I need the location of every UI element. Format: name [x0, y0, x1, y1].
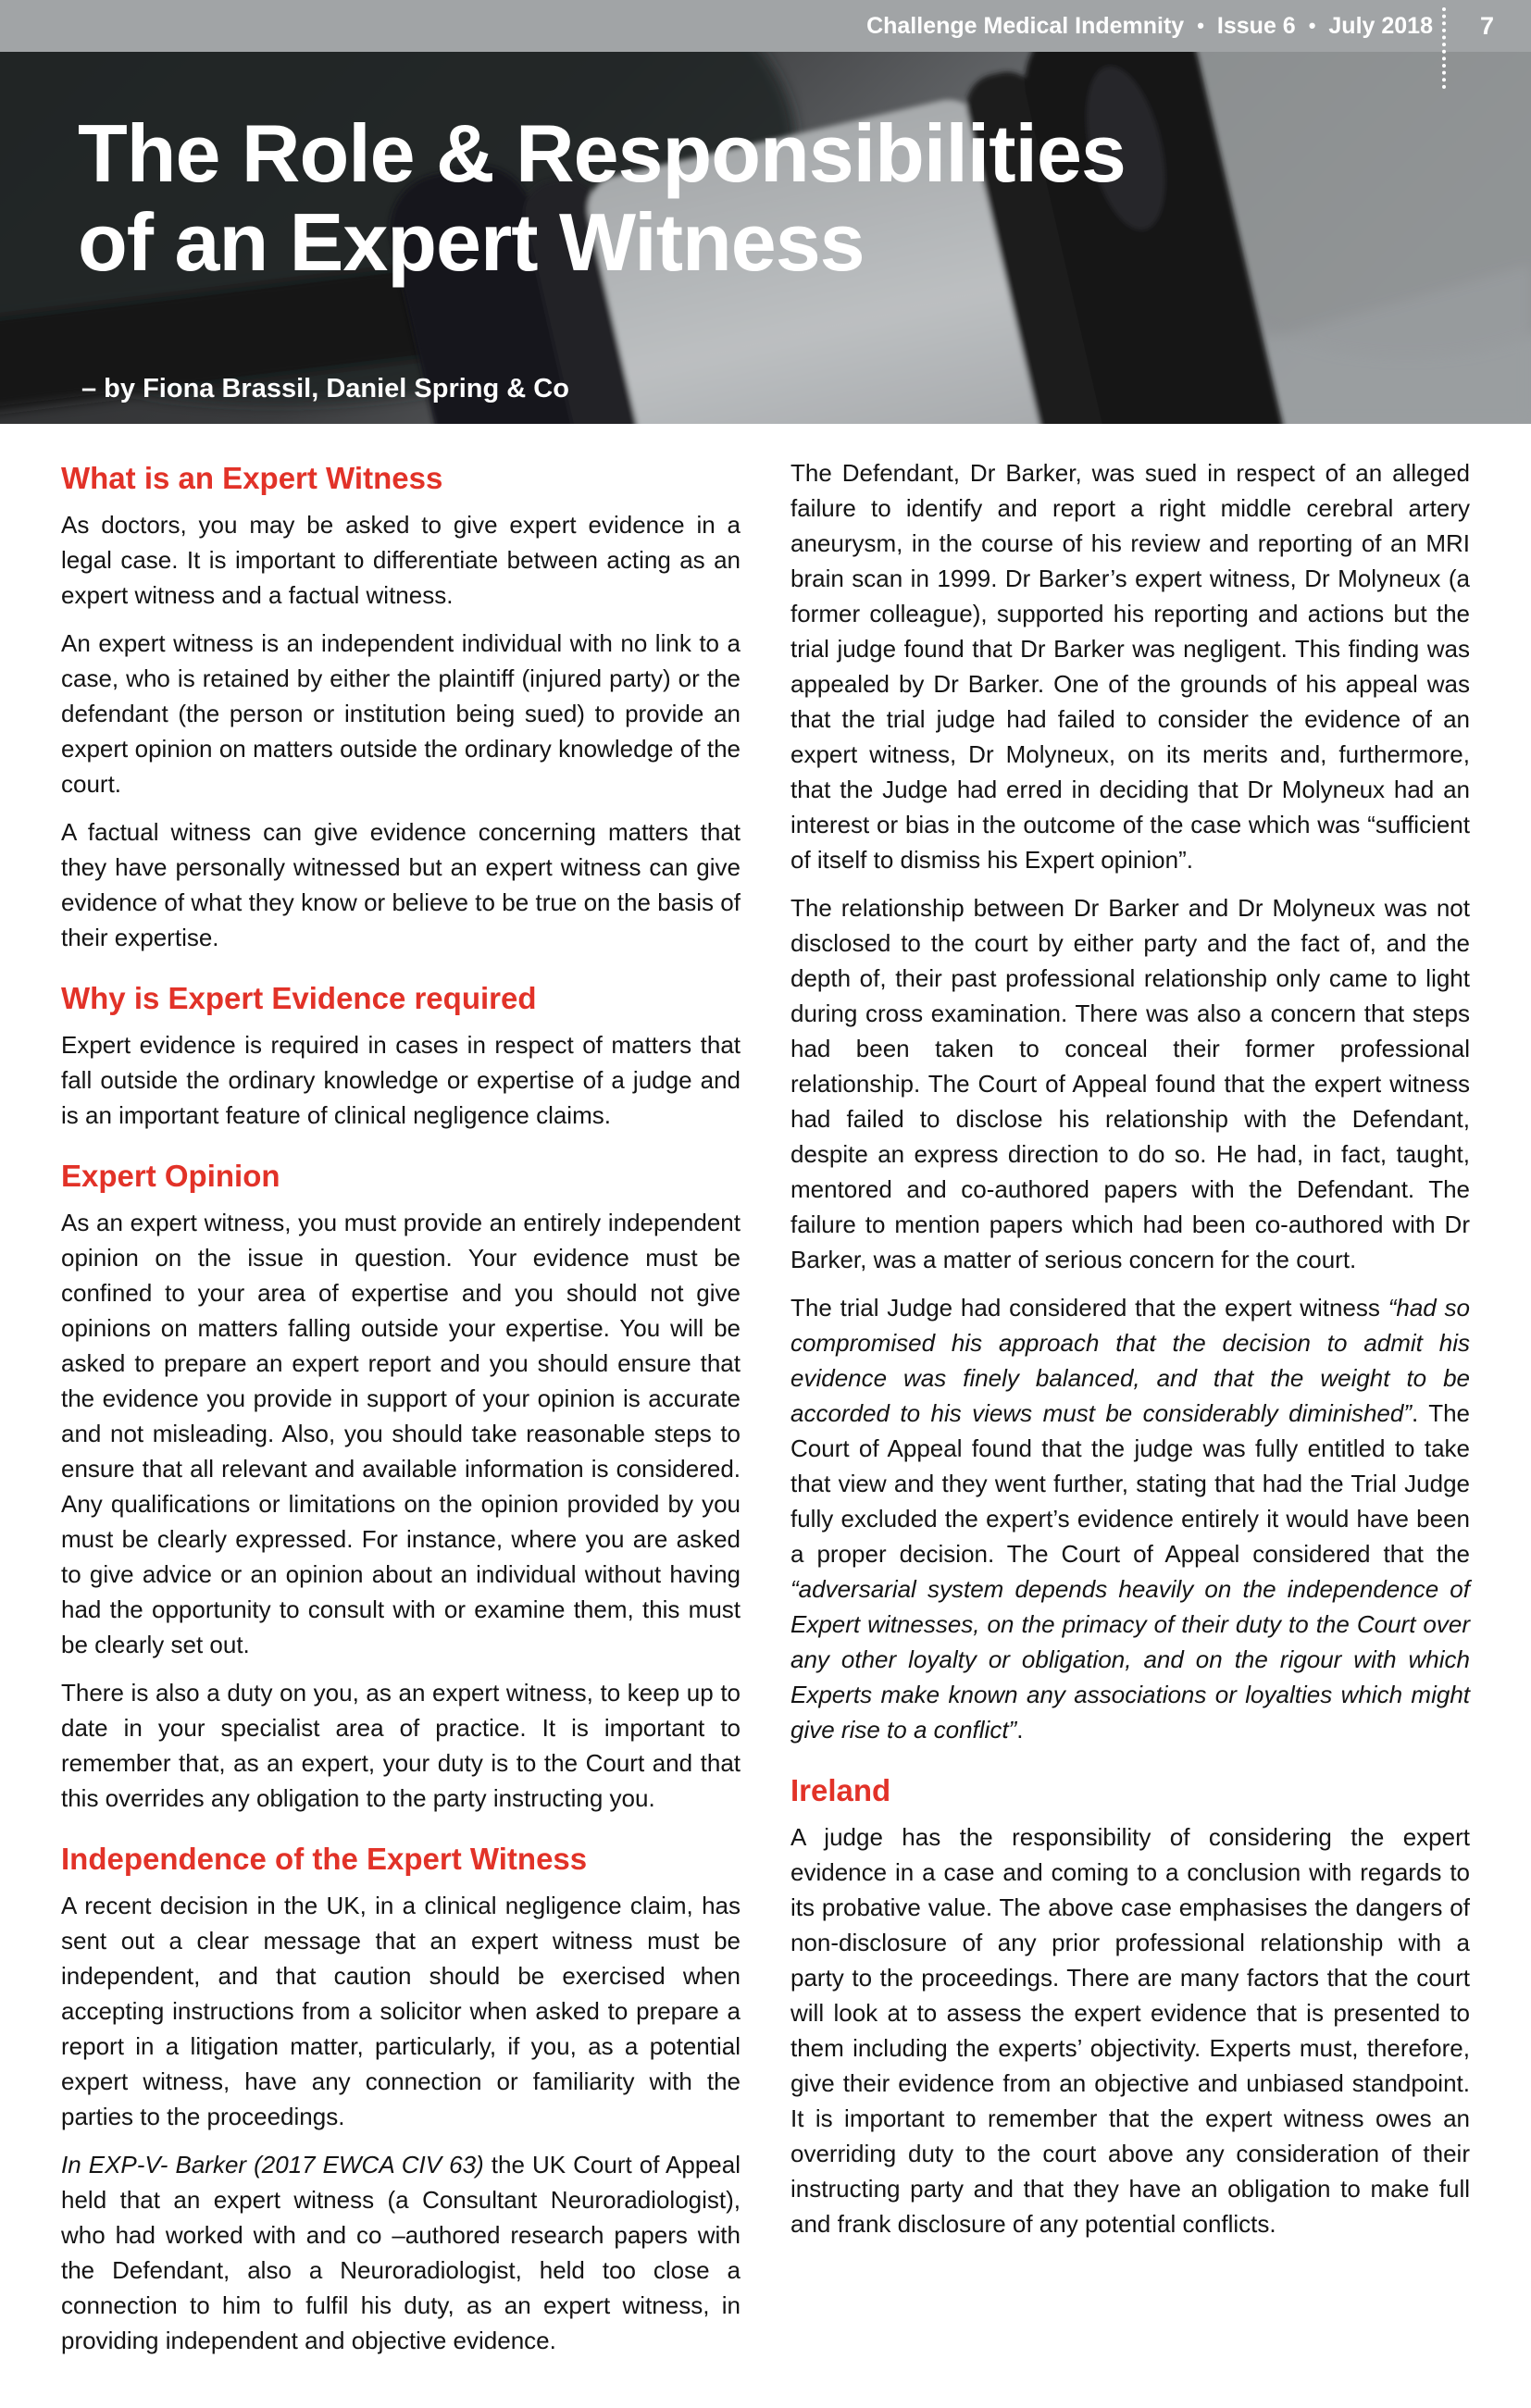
paragraph: A recent decision in the UK, in a clinical negligence claim, has sent out a clear message that an expert witness must be independent, and that caution should be exercised when accepting instructions from a solicitor when asked to prepare a report in a litigation matter, particularly, if you, as a potential expert witness, have any connection or familiarity with the parties to the proceedings. — [61, 1892, 741, 2130]
article-title — [78, 109, 1126, 287]
page-number: 7 — [1479, 11, 1494, 40]
paragraph: The Defendant, Dr Barker, was sued in respect of an alleged failure to identify and report a right middle cerebral artery aneurysm, in the course of his review and reporting of an MRI brain scan in 1999. Dr Barker’s expert witness, Dr Molyneux (a former colleague), supported his reporting and actions but the trial judge found that Dr Barker was negligent. This finding was appealed by Dr Barker. One of the grounds of his appeal was that the trial judge had failed to consider the evidence of an expert witness, Dr Molyneux, on its merits and, furthermore, that the Judge had erred in deciding that Dr Molyneux had an interest or bias in the outcome of the case which was “sufficient of itself to dismiss his Expert opinion”. — [790, 459, 1470, 874]
issue-date: July 2018 — [1328, 12, 1433, 39]
left-column — [61, 455, 741, 2371]
right-column — [790, 455, 1470, 2371]
paragraph: There is also a duty on you, as an expert witness, to keep up to date in your specialist area of practice. It is important to remember that, as an expert, your duty is to the Court and that this overrides any obligation to the party instructing you. — [61, 1679, 741, 1812]
header-bar — [0, 0, 1531, 52]
court-quote: “adversarial system depends heavily on the independence of Expert witnesses, on the primacy of their duty to the Court over any other loyalty or obligation, and on the rigour with which Experts make known any associations or loyalties which might give rise to a conflict” — [790, 1575, 1470, 1744]
header-meta — [866, 0, 1433, 52]
hero-banner — [0, 52, 1531, 424]
paragraph: A factual witness can give evidence concerning matters that they have personally witnessed but an expert witness can give evidence of what they know or believe to be true on the basis of their expertise. — [61, 818, 741, 951]
section-heading-why-is-expert-evidence-required: Why is Expert Evidence required — [61, 981, 537, 1015]
court-quote: “had so compromised his approach that the decision to admit his evidence was finely balanced, and that the weight to be accorded to his views must be considerably diminished” — [790, 1294, 1470, 1427]
section-heading-what-is-an-expert-witness: What is an Expert Witness — [61, 461, 443, 495]
paragraph: As an expert witness, you must provide an entirely independent opinion on the issue in question. Your evidence must be confined to your area of expertise and you should not give opinions on matters falling outside your expertise. You will be asked to prepare an expert report and you should ensure that the evidence you provide in support of your opinion is accurate and not misleading. Also, you should take reasonable steps to ensure that all relevant and available information is considered. Any qualifications or limitations on the opinion provided by you must be clearly expressed. For instance, where you are asked to give advice or an opinion about an individual without having had the opportunity to consult with or examine them, this must be clearly set out. — [61, 1209, 741, 1658]
paragraph — [790, 1290, 1470, 1747]
publication-name: Challenge Medical Indemnity — [866, 12, 1185, 39]
section-heading-independence-of-the-expert-witness: Independence of the Expert Witness — [61, 1842, 588, 1876]
paragraph: An expert witness is an independent individual with no link to a case, who is retained by either the plaintiff (injured party) or the defendant (the person or institution being sued) to provide an expert opinion on matters outside the ordinary knowledge of the court. — [61, 629, 741, 798]
paragraph: A judge has the responsibility of considering the expert evidence in a case and coming to a conclusion with regards to its probative value. The above case emphasises the dangers of non-disclosure of any prior professional relationship with a party to the proceedings. There are many factors that the court will look at to assess the expert evidence that is presented to them including the experts’ objectivity. Experts must, therefore, give their evidence from an objective and unbiased standpoint. It is important to remember that the expert witness owes an overriding duty to the court above any consideration of their instructing party and that they have an obligation to make full and frank disclosure of any potential conflicts. — [790, 1823, 1470, 2238]
paragraph: As doctors, you may be asked to give expert evidence in a legal case. It is important to differentiate between acting as an expert witness and a factual witness. — [61, 511, 741, 609]
bullet-separator-icon: • — [1197, 14, 1204, 37]
article-title-line1: The Role & Responsibilities — [78, 107, 1126, 199]
article-title-line2: of an Expert Witness — [78, 195, 865, 288]
paragraph-text: . — [1016, 1716, 1024, 1744]
issue-label: Issue 6 — [1216, 12, 1296, 39]
paragraph — [61, 2147, 741, 2358]
article-body — [0, 424, 1531, 2408]
paragraph-text: the UK Court of Appeal held that an expert witness (a Consultant Neuroradiologist), who had worked with and co –authored research papers with the Defendant, also a Neuroradiologist, held too close a connection to him to fulfil his duty, as an expert witness, in providing independent and objective evidence. — [61, 2151, 741, 2354]
paragraph-text: The trial Judge had considered that the expert witness — [790, 1294, 1388, 1322]
article-byline: – by Fiona Brassil, Daniel Spring & Co — [81, 374, 569, 403]
section-heading-expert-opinion: Expert Opinion — [61, 1159, 280, 1193]
dotted-separator — [1442, 7, 1446, 89]
case-citation: In EXP-V- Barker (2017 EWCA CIV 63) — [61, 2151, 484, 2178]
section-heading-ireland: Ireland — [790, 1773, 891, 1807]
paragraph: The relationship between Dr Barker and Dr Molyneux was not disclosed to the court by either party and the fact of, and the depth of, their past professional relationship only came to light during cross examination. There was also a concern that steps had been taken to conceal their former professional relationship. The Court of Appeal found that the expert witness had failed to disclose his relationship with the Defendant, despite an express direction to do so. He had, in fact, taught, mentored and co-authored papers with the Defendant. The failure to mention papers which had been co-authored with Dr Barker, was a matter of serious concern for the court. — [790, 894, 1470, 1273]
paragraph: Expert evidence is required in cases in respect of matters that fall outside the ordinary knowledge or expertise of a judge and is an important feature of clinical negligence claims. — [61, 1031, 741, 1129]
paragraph-text: . The Court of Appeal found that the judge was fully entitled to take that view and they went further, stating that had the Trial Judge fully excluded the expert’s evidence entirely it would have been a proper decision. The Court of Appeal considered that the — [790, 1399, 1470, 1568]
bullet-separator-icon: • — [1308, 14, 1316, 37]
